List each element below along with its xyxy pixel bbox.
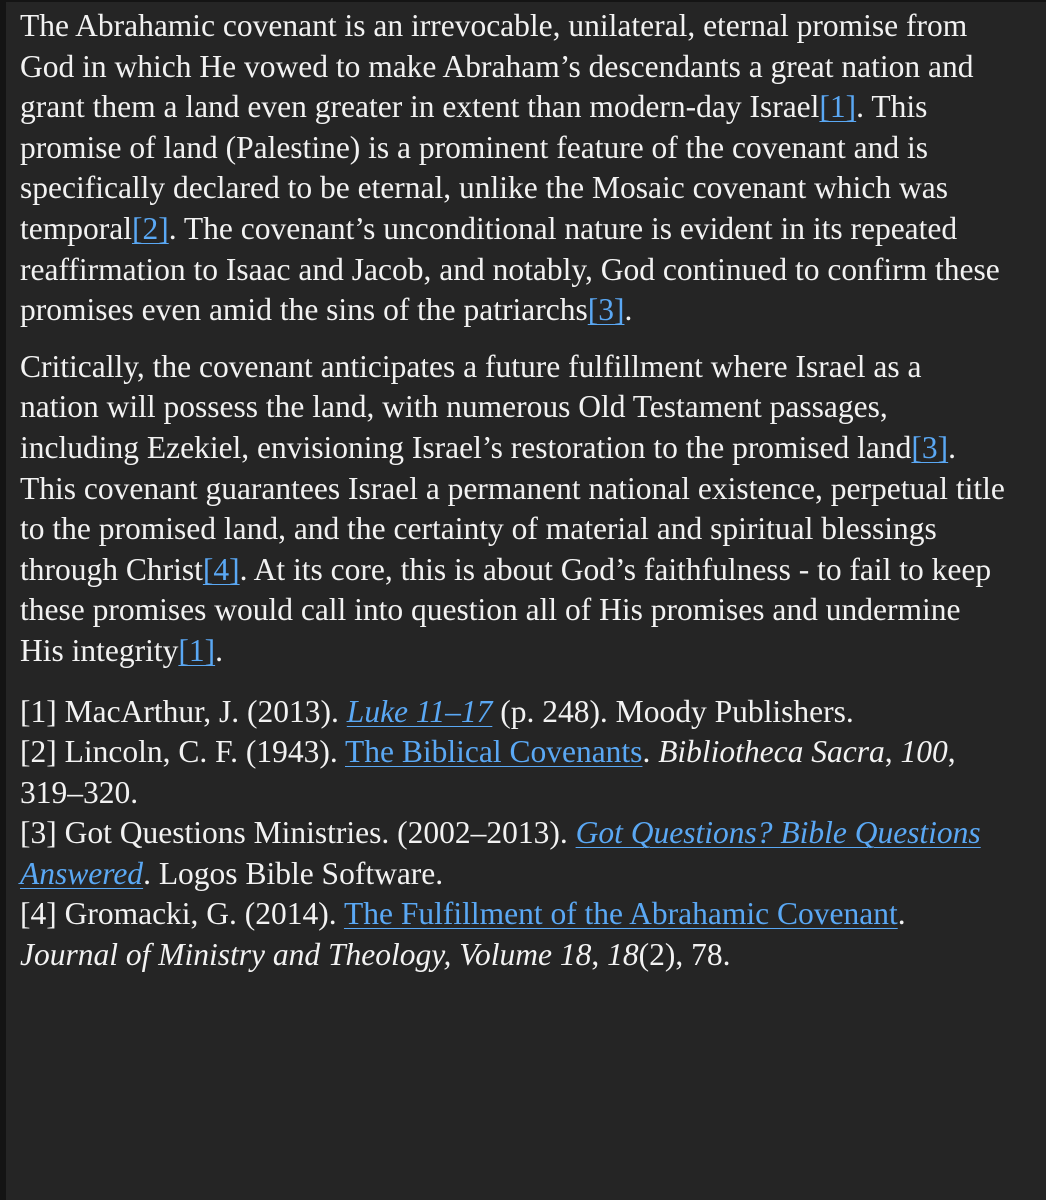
reference-link[interactable]: Got Questions? Bible Questions Answered (20, 815, 981, 891)
text-run: Critically, the covenant anticipates a future fulfillment where Israel as a nation will possess the land, with numerous Old Testament passages, including Ezekiel, envisioning Israel’s restoration to the promised land (20, 348, 922, 465)
reference-entry (20, 813, 1006, 894)
citation-link[interactable]: [1] (178, 632, 216, 668)
body-text (20, 6, 1006, 672)
text-run: [3] Got Questions Ministries. (2002–2013). (20, 815, 576, 851)
text-run: (2), 78. (638, 937, 731, 973)
italic-text: 18 (607, 937, 639, 973)
reference-entry (20, 894, 1006, 975)
reference-link[interactable]: The Biblical Covenants (345, 734, 643, 770)
text-run: [4] Gromacki, G. (2014). (20, 896, 344, 932)
citation-link[interactable]: [2] (131, 210, 169, 246)
reference-link[interactable]: Luke 11–17 (346, 693, 493, 729)
italic-text: Journal of Ministry and Theology, Volume 18 (20, 937, 592, 973)
citation-link[interactable]: [3] (587, 292, 625, 328)
citation-link[interactable]: [3] (911, 429, 949, 465)
body-paragraph (20, 6, 1006, 331)
text-run: , (591, 937, 608, 973)
text-run: . (215, 632, 223, 668)
text-run: , (884, 734, 901, 770)
text-run: [2] Lincoln, C. F. (1943). (20, 734, 345, 770)
text-run: The Abrahamic covenant is an irrevocable, unilateral, eternal promise from God in which He vowed to make Abraham’s descendants a great nation and grant them a land even greater in extent than modern-day Israel (20, 8, 974, 125)
citation-link[interactable]: [1] (819, 89, 857, 125)
text-run: . (897, 896, 906, 932)
text-run: [1] MacArthur, J. (2013). (20, 693, 347, 729)
reference-entry (20, 692, 1006, 733)
italic-text: Bibliotheca Sacra (658, 734, 885, 770)
text-run: . This covenant guarantees Israel a permanent national existence, perpetual title to the promised land, and the certainty of material and spiritual blessings through Christ (20, 429, 1005, 587)
text-run: . (624, 292, 633, 328)
text-run: . (642, 734, 659, 770)
text-run: . This promise of land (Palestine) is a prominent feature of the covenant and is specifically declared to be eternal, unlike the Mosaic covenant which was temporal (20, 89, 949, 246)
body-paragraph (20, 347, 1006, 672)
reference-entry (20, 732, 1006, 813)
text-run: . The covenant’s unconditional nature is evident in its repeated reaffirmation to Isaac and Jacob, and notably, God continued to confirm these promises even amid the sins of the patriarchs (20, 210, 1000, 328)
italic-text: 100 (900, 734, 948, 770)
text-run: (p. 248). Moody Publishers. (492, 693, 854, 729)
text-run: , 319–320. (20, 734, 956, 810)
reference-link[interactable]: The Fulfillment of the Abrahamic Covenant (343, 896, 898, 932)
citation-link[interactable]: [4] (202, 551, 240, 587)
reference-list (20, 692, 1006, 976)
text-run: . Logos Bible Software. (143, 855, 444, 891)
text-run: . At its core, this is about God’s faithfulness - to fail to keep these promises would call into question all of His promises and undermine His integrity (20, 551, 992, 668)
